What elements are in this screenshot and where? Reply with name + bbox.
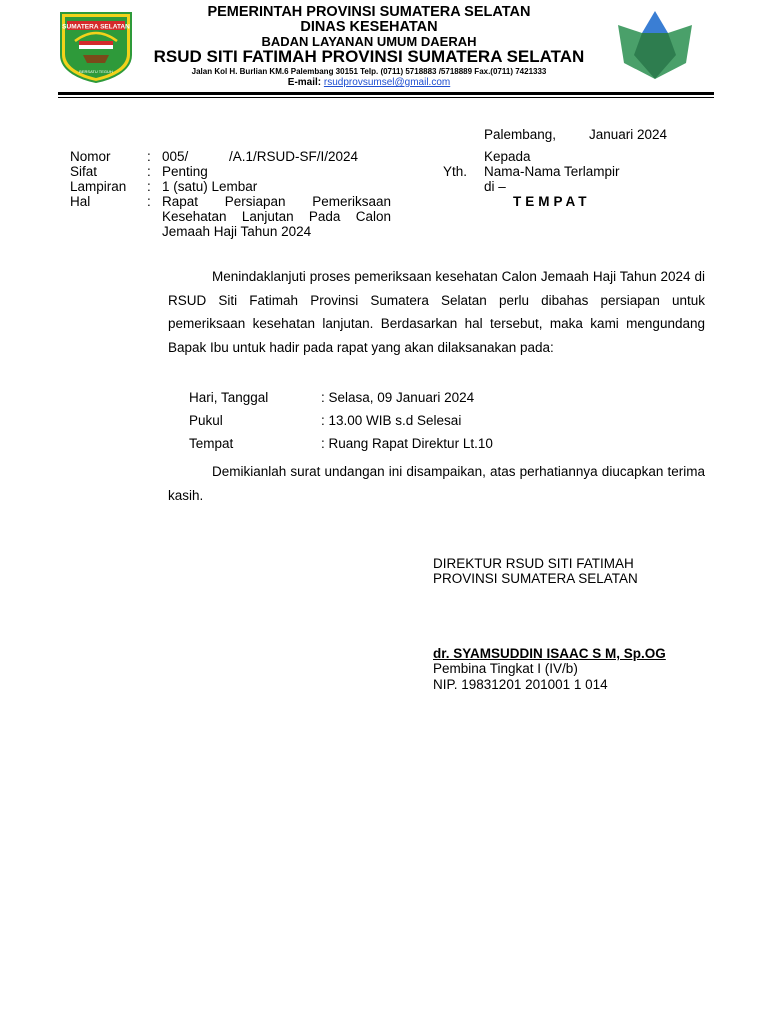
body-paragraph-2-text: Demikianlah surat undangan ini disampaikan, atas perhatiannya diucapkan terima kasih. xyxy=(168,464,705,503)
recipient-name: Nama-Nama Terlampir xyxy=(484,164,620,179)
sifat-sep: : xyxy=(147,164,151,179)
sifat-label: Sifat xyxy=(70,164,98,179)
hal-sep: : xyxy=(147,194,151,209)
detail-value-time: : 13.00 WIB s.d Selesai xyxy=(321,413,462,428)
header-department: DINAS KESEHATAN xyxy=(300,19,438,35)
lampiran-value: 1 (satu) Lembar xyxy=(162,179,258,194)
header-rule-thick xyxy=(58,92,714,95)
header-agency: BADAN LAYANAN UMUM DAERAH xyxy=(261,34,477,49)
email-label: E-mail: xyxy=(287,77,322,88)
lampiran-sep: : xyxy=(147,179,151,194)
recipient-kepada: Kepada xyxy=(484,149,531,164)
emblem-motto: BERSATU TEGUH xyxy=(79,69,113,74)
nomor-label: Nomor xyxy=(70,149,111,164)
detail-label-date: Hari, Tanggal xyxy=(189,390,269,405)
letter-city: Palembang, xyxy=(484,127,557,142)
body-paragraph-1-text: Menindaklanjuti proses pemeriksaan kesehatan Calon Jemaah Haji Tahun 2024 di RSUD Siti Fatimah Provinsi Sumatera Selatan perlu dibahas persiapan untuk pemeriksaan kesehatan lanjutan. Berdasarkan hal tersebut, maka kami mengundang Bapak Ibu untuk hadir pada rapat yang akan dilaksanakan pada: xyxy=(168,269,705,355)
detail-value-place: : Ruang Rapat Direktur Lt.10 xyxy=(321,436,493,451)
signature-name: dr. SYAMSUDDIN ISAAC S M, Sp.OG xyxy=(433,646,666,661)
header-hospital-name: RSUD SITI FATIMAH PROVINSI SUMATERA SELATAN xyxy=(153,47,585,66)
header-rule-thin xyxy=(58,97,714,98)
header-email-line xyxy=(0,77,753,88)
recipient-yth: Yth. xyxy=(443,164,468,179)
sifat-value: Penting xyxy=(162,164,208,179)
signature-nip: NIP. 19831201 201001 1 014 xyxy=(433,677,608,692)
body-paragraph-2 xyxy=(168,460,705,507)
signature-title-1: DIREKTUR RSUD SITI FATIMAH xyxy=(433,556,634,571)
detail-value-date: : Selasa, 09 Januari 2024 xyxy=(321,390,475,405)
recipient-tempat: TEMPAT xyxy=(513,194,591,209)
email-link[interactable]: rsudprovsumsel@gmail.com xyxy=(323,77,451,88)
nomor-value-suffix: /A.1/RSUD-SF/I/2024 xyxy=(229,149,359,164)
signature-title-2: PROVINSI SUMATERA SELATAN xyxy=(433,571,638,586)
header-province: PEMERINTAH PROVINSI SUMATERA SELATAN xyxy=(207,4,531,20)
lampiran-label: Lampiran xyxy=(70,179,127,194)
recipient-di: di – xyxy=(484,179,506,194)
detail-label-time: Pukul xyxy=(189,413,223,428)
header-address: Jalan Kol H. Burlian KM.6 Palembang 30151 Telp. (0711) 5718883 /5718889 Fax.(0711) 7421333 xyxy=(191,67,547,76)
emblem-text: SUMATERA SELATAN xyxy=(62,23,130,31)
nomor-value-prefix: 005/ xyxy=(162,149,189,164)
hal-label: Hal xyxy=(70,194,91,209)
body-paragraph-1 xyxy=(168,265,705,359)
letter-date: Januari 2024 xyxy=(589,127,668,142)
nomor-sep: : xyxy=(147,149,151,164)
signature-rank: Pembina Tingkat I (IV/b) xyxy=(433,661,578,676)
detail-label-place: Tempat xyxy=(189,436,234,451)
hal-value: Rapat Persiapan Pemeriksaan Kesehatan Lanjutan Pada Calon Jemaah Haji Tahun 2024 xyxy=(162,194,391,239)
